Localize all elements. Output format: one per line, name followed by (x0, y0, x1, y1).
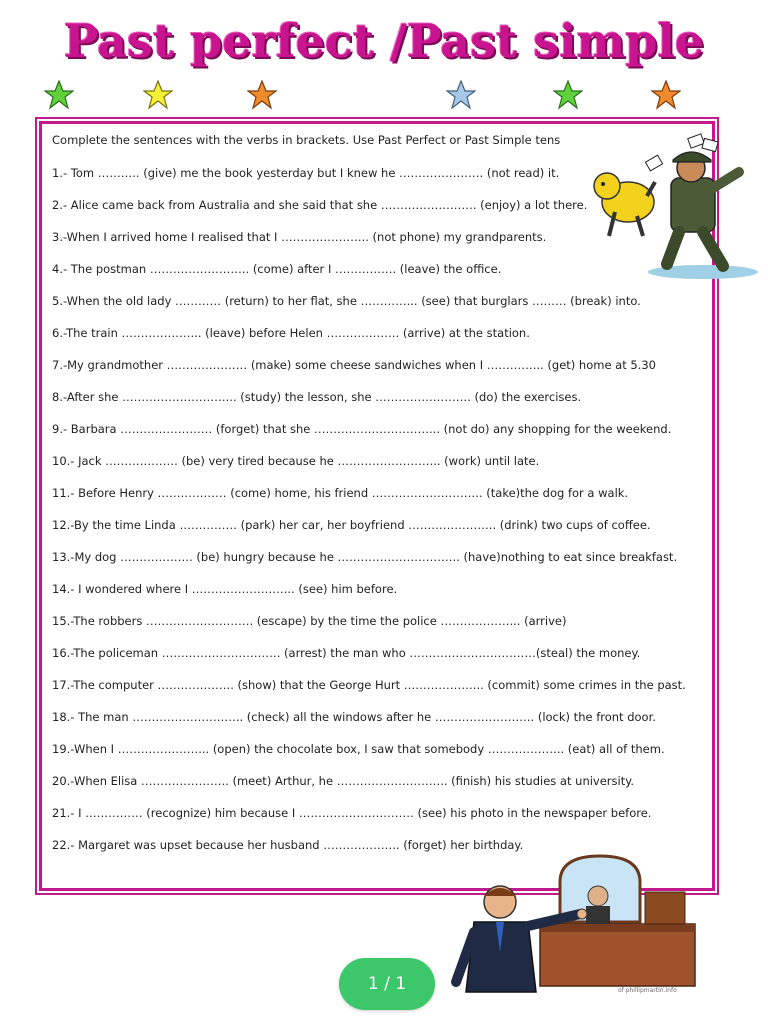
star-icon (553, 80, 583, 110)
courtroom-illustration (440, 852, 700, 1002)
sentence-13: 13.-My dog ………………. (be) hungry because he ………………………….. (have)nothing to eat since breakfast. (52, 550, 678, 564)
sentence-1: 1.- Tom ……….. (give) me the book yesterday but I knew he …………………. (not read) it. (52, 166, 560, 180)
sentence-15: 15.-The robbers ………………………. (escape) by the time the police ………………... (arrive) (52, 614, 567, 628)
sentence-10: 10.- Jack ………………. (be) very tired because he ……………………... (work) until late. (52, 454, 540, 468)
sentence-12: 12.-By the time Linda …………… (park) her car, her boyfriend ………………….. (drink) two cups of coffee. (52, 518, 651, 532)
sentence-14: 14.- I wondered where I ……………………... (see) him before. (52, 582, 398, 596)
sentence-21: 21.- I …………… (recognize) him because I ………………………… (see) his photo in the newspaper before. (52, 806, 652, 820)
page-indicator[interactable]: 1 / 1 (339, 958, 435, 1010)
sentence-22: 22.- Margaret was upset because her husband ……………….. (forget) her birthday. (52, 838, 524, 852)
sentence-8: 8.-After she ………………………... (study) the lesson, she ……………………. (do) the exercises. (52, 390, 582, 404)
star-icon (651, 80, 681, 110)
sentence-3: 3.-When I arrived home I realised that I ………………….. (not phone) my grandparents. (52, 230, 547, 244)
sentence-6: 6.-The train ………………... (leave) before Helen ………………. (arrive) at the station. (52, 326, 530, 340)
sentence-19: 19.-When I …………………... (open) the chocolate box, I saw that somebody ……………….. (eat) all of them. (52, 742, 665, 756)
mailman-dog-illustration (593, 132, 763, 282)
instructions-text: Complete the sentences with the verbs in brackets. Use Past Perfect or Past Simple tens (52, 133, 561, 147)
sentence-20: 20.-When Elisa ………………….. (meet) Arthur, he ……………………….. (finish) his studies at university. (52, 774, 635, 788)
sentence-7: 7.-My grandmother ………………… (make) some cheese sandwiches when I …………... (get) home at 5.30 (52, 358, 656, 372)
sentence-17: 17.-The computer ……………….. (show) that the George Hurt ………………... (commit) some crimes in the past. (52, 678, 686, 692)
decorative-stars (0, 80, 768, 120)
sentence-2: 2.- Alice came back from Australia and she said that she ……………………. (enjoy) a lot there. (52, 198, 588, 212)
star-icon (446, 80, 476, 110)
sentence-11: 11.- Before Henry ……………… (come) home, his friend ……………………….. (take)the dog for a walk. (52, 486, 629, 500)
sentence-9: 9.- Barbara …………………… (forget) that she …………………………... (not do) any shopping for the weekend. (52, 422, 672, 436)
star-icon (44, 80, 74, 110)
sentence-4: 4.- The postman …………………….. (come) after I ……………. (leave) the office. (52, 262, 502, 276)
illustration-credit: of phillipmartin.info (618, 987, 677, 994)
star-icon (143, 80, 173, 110)
sentence-5: 5.-When the old lady ………… (return) to her flat, she …………... (see) that burglars ……… (break) into. (52, 294, 641, 308)
sentence-18: 18.- The man ……………………….. (check) all the windows after he …………………….. (lock) the front door. (52, 710, 656, 724)
sentence-16: 16.-The policeman …………………………. (arrest) the man who ……………………………(steal) the money. (52, 646, 641, 660)
star-icon (247, 80, 277, 110)
page-title: Past perfect /Past simple (63, 14, 705, 68)
